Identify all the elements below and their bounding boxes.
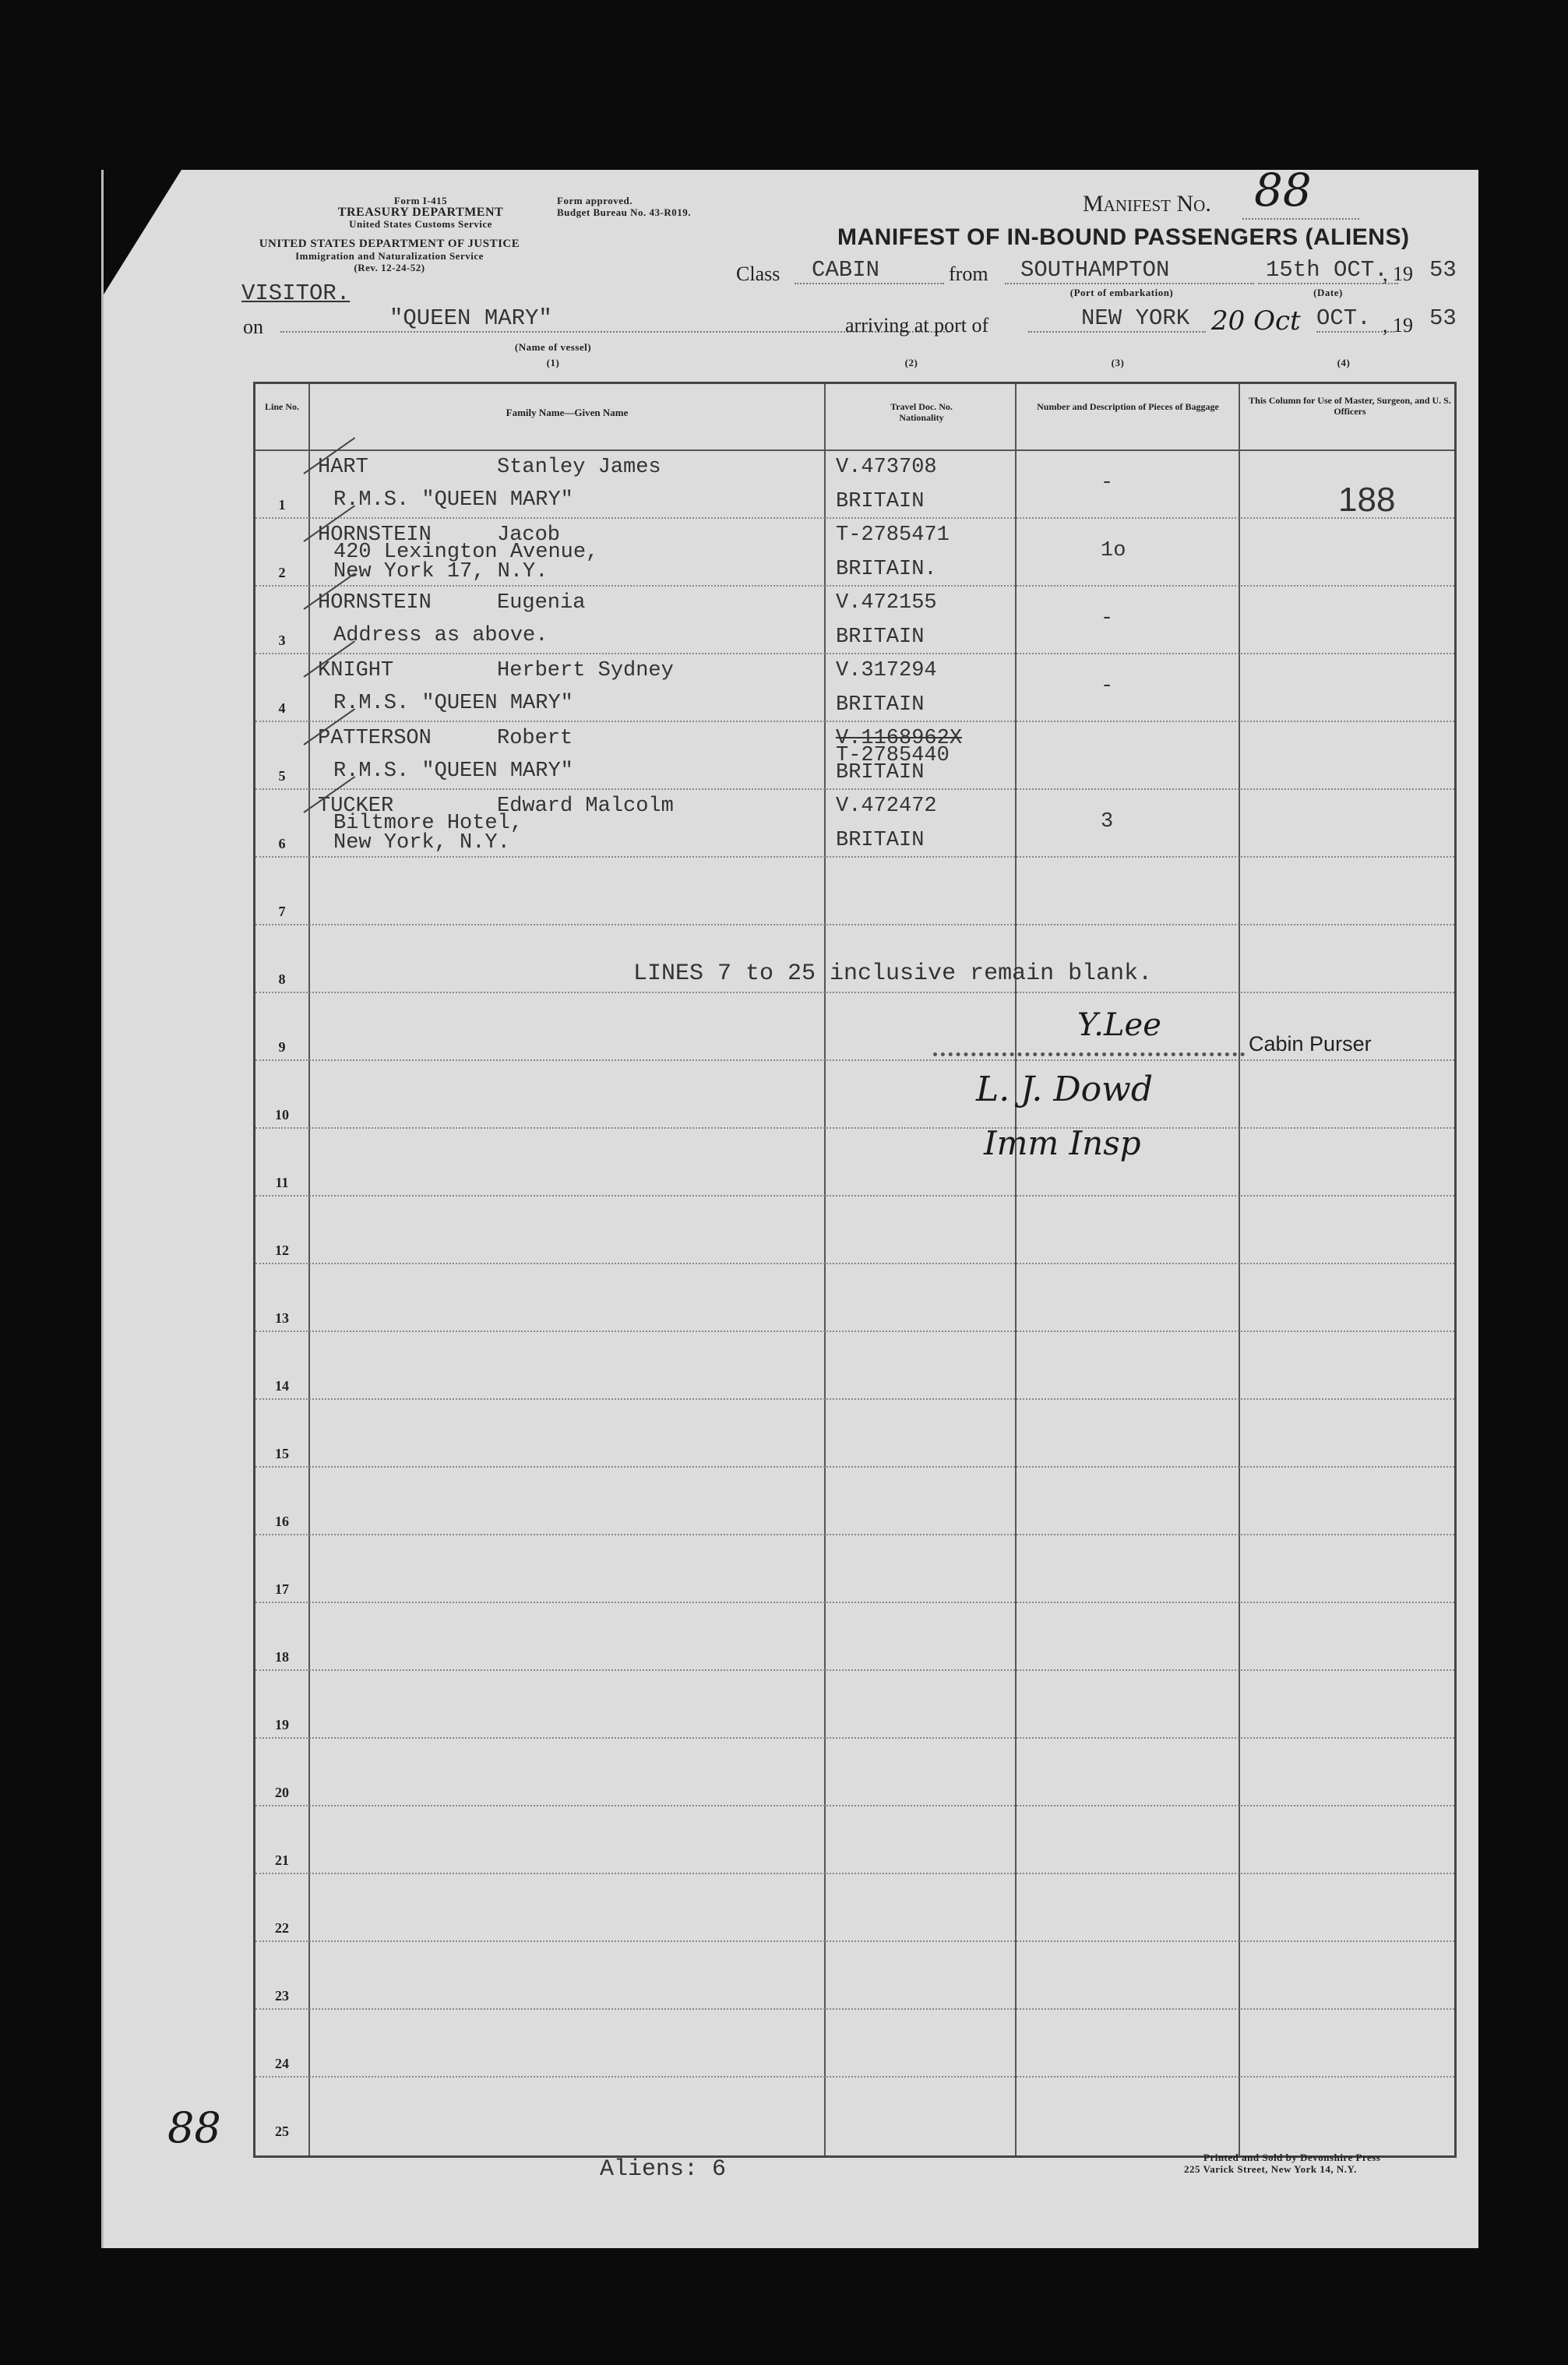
line-number: 23 (275, 1988, 289, 2004)
travel-doc-no: V.473708 (836, 456, 937, 479)
vessel-name: "QUEEN MARY" (280, 305, 950, 333)
nationality: BRITAIN (836, 626, 925, 649)
line-number: 13 (275, 1310, 289, 1326)
given-name: Eugenia (497, 591, 586, 615)
col-number-4: (4) (1337, 357, 1351, 368)
printer-line-2: 225 Varick Street, New York 14, N.Y. (1184, 2163, 1357, 2175)
arrival-date: OCT. (1316, 305, 1394, 333)
travel-doc-no: V.472472 (836, 795, 937, 818)
table-row (255, 1602, 1454, 1603)
manifest-underline (1242, 218, 1359, 220)
table-row (255, 1195, 1454, 1197)
address-line-1: 420 Lexington Avenue, (333, 541, 599, 564)
address-line-1: Biltmore Hotel, (333, 812, 523, 835)
form-number: Form I-415 (393, 195, 448, 206)
line-number: 22 (275, 1920, 289, 1936)
purser-signature: Y.Lee (1077, 1007, 1161, 1043)
date-value: 15th OCT. (1258, 257, 1398, 284)
table-row (255, 856, 1454, 858)
table-row (255, 924, 1454, 925)
form-revision: (Rev. 12-24-52) (354, 262, 425, 273)
printer-line-1: Printed and Sold by Devonshire Press (1203, 2152, 1381, 2163)
table-row (255, 788, 1454, 790)
manifest-title: MANIFEST OF IN-BOUND PASSENGERS (ALIENS) (837, 224, 1410, 250)
binder-hole (53, 1302, 93, 1343)
address-line-2: New York, N.Y. (333, 831, 510, 855)
given-name: Edward Malcolm (497, 795, 674, 818)
visitor-label: VISITOR. (241, 280, 351, 306)
line-number: 18 (275, 1649, 289, 1665)
ins-service: Immigration and Naturalization Service (295, 250, 484, 262)
address-line-1: R.M.S. "QUEEN MARY" (333, 760, 573, 783)
cabin-purser-label: Cabin Purser (1249, 1032, 1372, 1056)
given-name: Herbert Sydney (497, 659, 674, 682)
line-number: 11 (275, 1175, 289, 1190)
manifest-label: Manifest No. (1083, 191, 1211, 217)
family-name: HORNSTEIN (318, 523, 432, 547)
given-name: Jacob (497, 523, 561, 547)
header-travel-doc: Travel Doc. No. Nationality (890, 401, 953, 423)
family-name: HART (318, 456, 368, 479)
table-row (255, 1940, 1454, 1942)
table-row (255, 1805, 1454, 1806)
form-id-block (296, 195, 545, 230)
family-name: TUCKER (318, 795, 394, 818)
baggage: - (1101, 675, 1114, 698)
line-number: 15 (275, 1446, 289, 1461)
line-number: 10 (275, 1107, 289, 1123)
table-row (255, 1534, 1454, 1535)
baggage: 1o (1101, 539, 1126, 562)
nationality: BRITAIN (836, 829, 925, 852)
line-number: 24 (275, 2056, 289, 2071)
binder-hole (53, 2103, 93, 2144)
table-row (255, 1737, 1454, 1739)
given-name: Robert (497, 727, 573, 750)
treasury-dept: TREASURY DEPARTMENT (337, 206, 504, 219)
from-label: from (949, 263, 988, 285)
year-value: 53 (1429, 257, 1457, 283)
col-number-1: (1) (546, 357, 560, 368)
col-divider (1015, 384, 1017, 2155)
binder-hole (53, 830, 93, 870)
line-number: 5 (278, 768, 286, 784)
binder-hole (53, 1776, 93, 1817)
class-label: Class (736, 263, 780, 285)
port-embarkation-caption: (Port of embarkation) (1069, 287, 1174, 298)
line-number: 21 (275, 1852, 289, 1868)
table-row (255, 1398, 1454, 1400)
header-line-no: Line No. (264, 401, 299, 412)
line-number: 12 (275, 1242, 289, 1258)
aliens-count: Aliens: 6 (600, 2156, 727, 2183)
form-approval (557, 195, 791, 218)
table-row (255, 1127, 1454, 1129)
line-number: 4 (278, 700, 286, 716)
address-line-1: Address as above. (333, 624, 548, 647)
officer-signature: L. J. Dowd (976, 1070, 1153, 1109)
col-number-3: (3) (1111, 357, 1125, 368)
header-name: Family Name—Given Name (506, 407, 629, 418)
table-row (255, 2008, 1454, 2010)
line-number: 17 (275, 1581, 289, 1597)
travel-doc-no-corrected: T-2785440 (836, 744, 950, 767)
header-baggage: Number and Description of Pieces of Baggage (1037, 401, 1219, 412)
line-number: 25 (275, 2124, 289, 2139)
col-divider (308, 384, 310, 2155)
col-number-2: (2) (904, 357, 918, 368)
line-number: 20 (275, 1785, 289, 1800)
family-name: PATTERSON (318, 727, 432, 750)
year2-prefix: , 19 (1383, 314, 1413, 337)
travel-doc-no: V.472155 (836, 591, 937, 615)
baggage: 3 (1101, 810, 1114, 834)
arriving-label: arriving at port of (845, 314, 989, 337)
address-line-2: New York 17, N.Y. (333, 560, 548, 583)
class-value: CABIN (795, 257, 944, 284)
table-row (255, 585, 1454, 587)
line-number: 7 (278, 904, 286, 919)
table-row (255, 1669, 1454, 1671)
table-row (255, 1059, 1454, 1061)
year2-value: 53 (1429, 305, 1457, 331)
nationality: BRITAIN (836, 761, 925, 784)
margin-note: 88 (167, 2103, 221, 2152)
line-number: 19 (275, 1717, 289, 1732)
nationality: BRITAIN (836, 693, 925, 717)
table-row (255, 1331, 1454, 1332)
table-row (255, 653, 1454, 654)
nationality: BRITAIN (836, 490, 925, 513)
line-number: 2 (278, 565, 286, 580)
on-label: on (243, 315, 263, 338)
binder-hole (53, 705, 93, 745)
customs-service: United States Customs Service (349, 218, 492, 230)
line-number: 3 (278, 633, 286, 648)
family-name: HORNSTEIN (318, 591, 432, 615)
binder-hole (53, 1165, 93, 1205)
justice-block (241, 238, 537, 273)
manifest-table (253, 382, 1457, 2158)
form-approved: Form approved. (557, 195, 633, 206)
justice-dept: UNITED STATES DEPARTMENT OF JUSTICE (259, 238, 520, 250)
header-officers: This Column for Use of Master, Surgeon, and U. S. Officers (1249, 395, 1451, 417)
line-number: 8 (278, 971, 286, 987)
nationality: BRITAIN. (836, 558, 937, 581)
printer-info (1184, 2152, 1472, 2175)
line-number: 14 (275, 1378, 289, 1394)
baggage: - (1101, 607, 1114, 630)
binder-hole (53, 210, 93, 251)
line-number: 16 (275, 1514, 289, 1529)
from-value: SOUTHAMPTON (1005, 257, 1254, 284)
col-divider (1239, 384, 1240, 2155)
line-number: 6 (278, 836, 286, 851)
manifest-number: 88 (1254, 164, 1312, 217)
travel-doc-no: V.1168962X (836, 727, 963, 750)
table-row (255, 2076, 1454, 2078)
table-row (255, 517, 1454, 519)
arrival-port: NEW YORK (1028, 305, 1206, 333)
line-number: 9 (278, 1039, 286, 1055)
purser-dotline (933, 1052, 1245, 1056)
blank-lines-note: LINES 7 to 25 inclusive remain blank. (633, 960, 1153, 987)
year-prefix: , 19 (1383, 263, 1413, 285)
col-divider (824, 384, 826, 2155)
family-name: KNIGHT (318, 659, 394, 682)
vessel-caption: (Name of vessel) (514, 341, 592, 353)
table-row (255, 992, 1454, 993)
line-number: 1 (278, 497, 286, 513)
travel-doc-no: T-2785471 (836, 523, 950, 547)
table-row (255, 1873, 1454, 1874)
travel-doc-no: V.317294 (836, 659, 937, 682)
inspector-signature: Imm Insp (984, 1124, 1141, 1162)
baggage: - (1101, 471, 1114, 495)
date-caption: (Date) (1313, 287, 1343, 298)
address-line-1: R.M.S. "QUEEN MARY" (333, 692, 573, 715)
budget-bureau: Budget Bureau No. 43-R019. (557, 206, 692, 218)
table-row (255, 1466, 1454, 1468)
officer-mark: 188 (1338, 481, 1396, 519)
binder-hole (53, 366, 93, 407)
table-row (255, 1263, 1454, 1264)
address-line-1: R.M.S. "QUEEN MARY" (333, 488, 573, 512)
given-name: Stanley James (497, 456, 661, 479)
binder-hole (53, 1636, 93, 1676)
header-rule (255, 449, 1454, 451)
arrival-date-handwritten: 20 Oct (1211, 305, 1301, 337)
table-row (255, 721, 1454, 722)
